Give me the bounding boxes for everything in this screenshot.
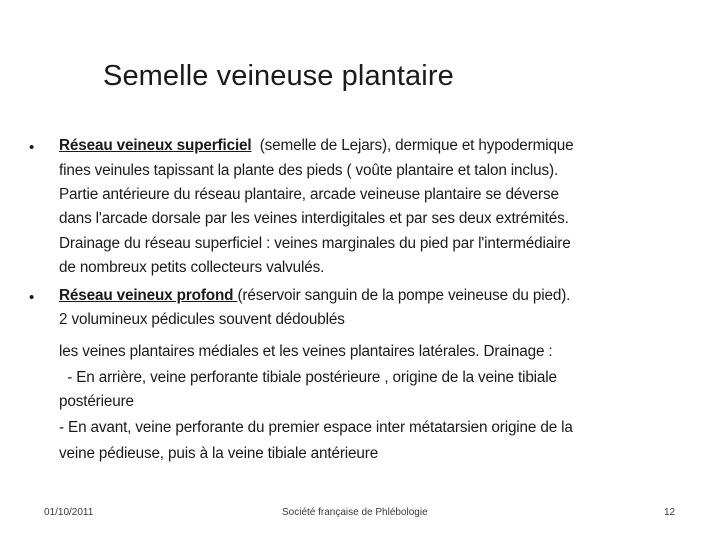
- bullet-marker: •: [29, 289, 35, 306]
- bullet-marker: •: [29, 139, 35, 156]
- bullet-text: - En arrière, veine perforante tibiale postérieure , origine de la veine tibiale: [59, 369, 557, 386]
- bullet-text: (réservoir sanguin de la pompe veineuse du pied).: [237, 287, 571, 304]
- bullet-text: Partie antérieure du réseau plantaire, arcade veineuse plantaire se déverse: [59, 186, 559, 203]
- bullet-text: 2 volumineux pédicules souvent dédoublés: [59, 311, 345, 328]
- bullet-first-line: [59, 135, 574, 157]
- bullet-text: les veines plantaires médiales et les veines plantaires latérales. Drainage :: [59, 343, 553, 360]
- bullet-heading-profond: Réseau veineux profond: [59, 287, 238, 304]
- bullet-text: de nombreux petits collecteurs valvulés.: [59, 259, 325, 276]
- footer-date: 01/10/2011: [44, 507, 94, 518]
- bullet-text: Drainage du réseau superficiel : veines marginales du pied par l'intermédiaire: [59, 235, 571, 252]
- bullet-first-line: [59, 285, 570, 307]
- footer-organization: Société française de Phlébologie: [282, 507, 428, 518]
- footer-page-number: 12: [664, 507, 676, 518]
- bullet-text: dans l'arcade dorsale par les veines interdigitales et par ses deux extrémités.: [59, 210, 569, 227]
- bullet-heading-superficial: Réseau veineux superficiel: [59, 137, 252, 154]
- slide-title: Semelle veineuse plantaire: [103, 60, 454, 92]
- bullet-text: veine pédieuse, puis à la veine tibiale antérieure: [59, 445, 379, 462]
- bullet-text: (semelle de Lejars), dermique et hypodermique: [251, 137, 574, 154]
- bullet-text: postérieure: [59, 393, 134, 410]
- bullet-text: - En avant, veine perforante du premier espace inter métatarsien origine de la: [59, 419, 573, 436]
- bullet-text: fines veinules tapissant la plante des pieds ( voûte plantaire et talon inclus).: [59, 162, 559, 179]
